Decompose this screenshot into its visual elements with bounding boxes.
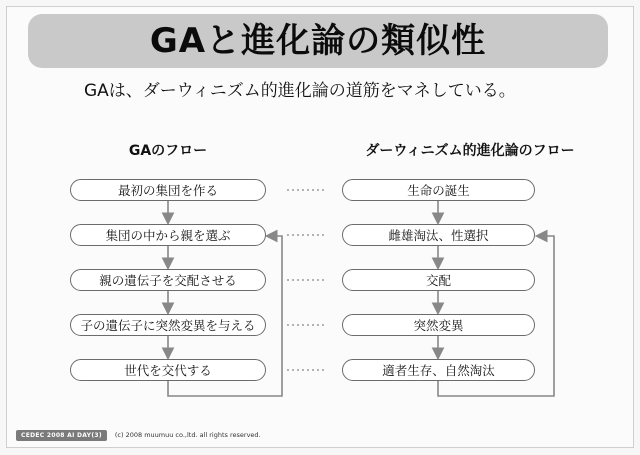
slide-title: GAと進化論の類似性: [149, 21, 487, 61]
event-badge: CEDEC 2008 AI DAY(3): [16, 430, 107, 441]
darwin-step-2: 雌雄淘汰、性選択: [342, 224, 535, 246]
slide-subtitle: GAは、ダーウィニズム的進化論の道筋をマネしている。: [84, 81, 516, 101]
darwinism-flow-heading: ダーウィニズム的進化論のフロー: [365, 143, 575, 159]
ga-step-2: 集団の中から親を選ぶ: [70, 224, 266, 246]
copyright-text: (c) 2008 muumuu co.,ltd. all rights reserved.: [114, 431, 261, 439]
ga-step-3: 親の遺伝子を交配させる: [70, 269, 266, 291]
ga-step-5: 世代を交代する: [70, 359, 266, 381]
darwin-step-4: 突然変異: [342, 314, 535, 336]
darwin-step-5: 適者生存、自然淘汰: [342, 359, 535, 381]
darwin-step-3: 交配: [342, 269, 535, 291]
ga-step-4: 子の遺伝子に突然変異を与える: [70, 314, 266, 336]
ga-flow-heading: GAのフロー: [128, 143, 208, 159]
ga-step-1: 最初の集団を作る: [70, 179, 266, 201]
footer: [16, 428, 261, 442]
darwin-step-1: 生命の誕生: [342, 179, 535, 201]
